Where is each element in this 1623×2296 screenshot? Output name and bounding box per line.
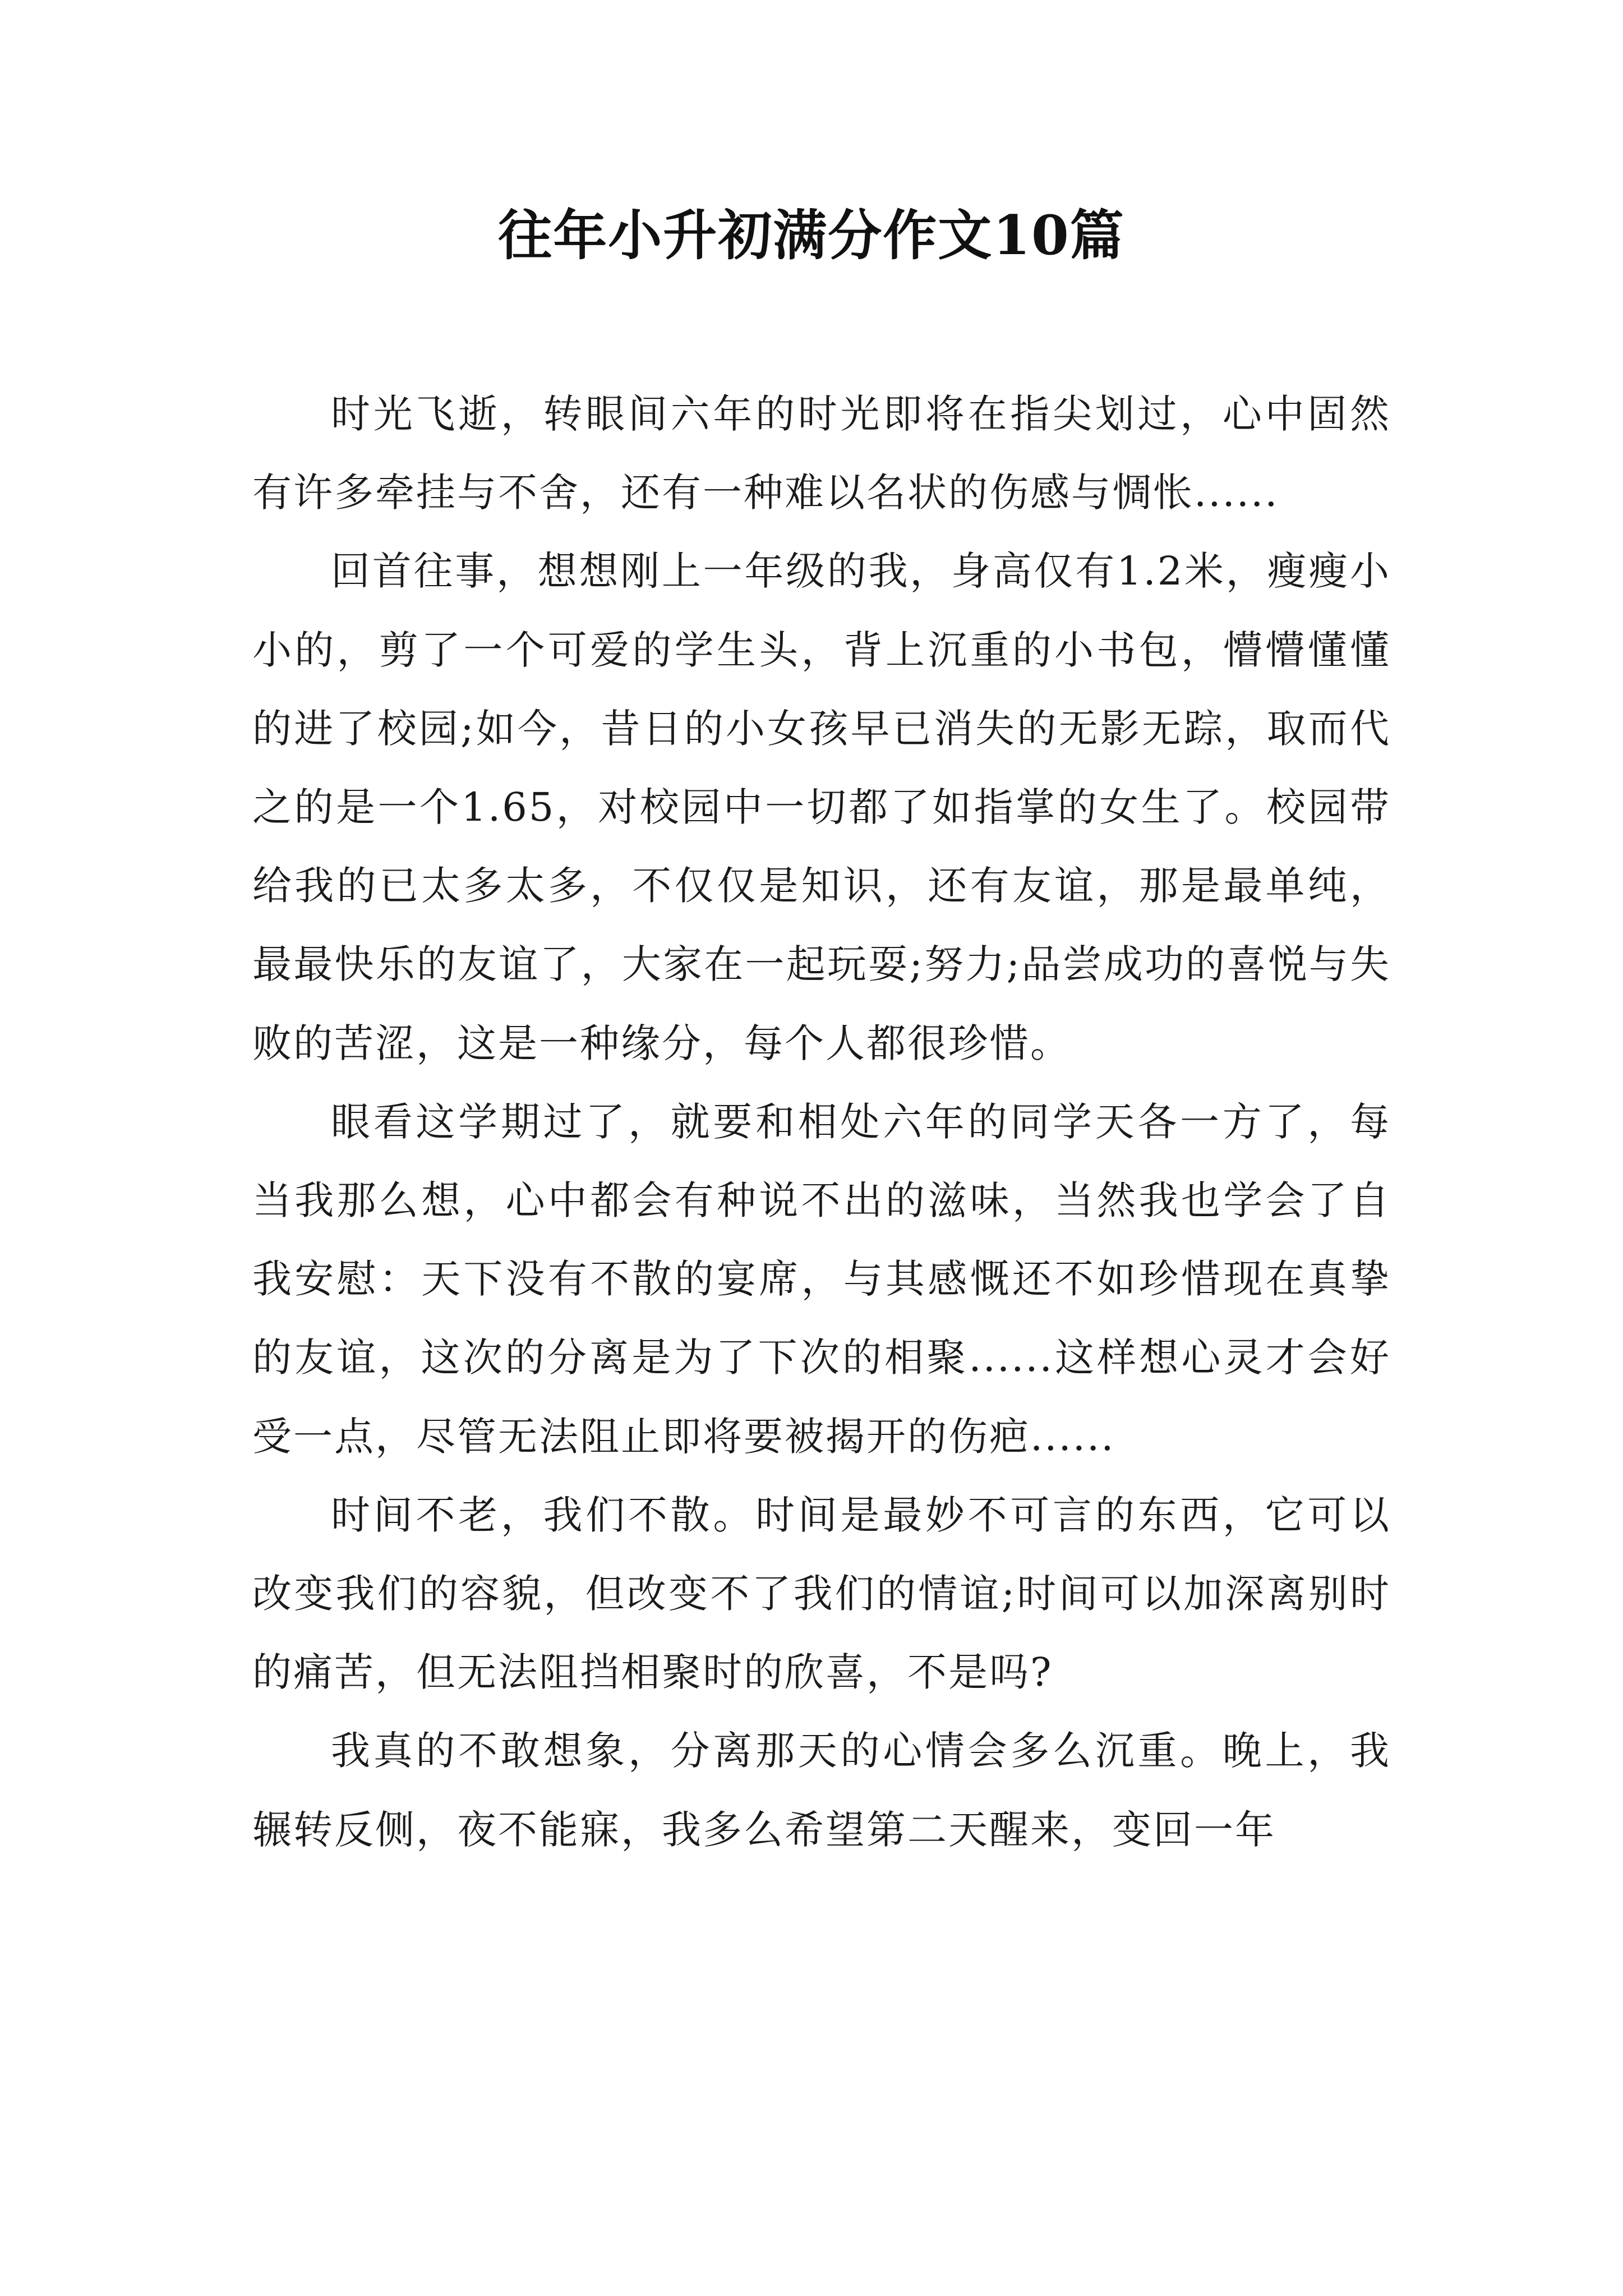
document-title: 往年小升初满分作文10篇: [498, 204, 1125, 267]
paragraph-4: 时间不老，我们不散。时间是最妙不可言的东西，它可以改变我们的容貌，但改变不了我们的情谊;时间可以加深离别时的痛苦，但无法阻挡相聚时的欣喜，不是吗?: [252, 1492, 1391, 1696]
document-body: [252, 375, 1391, 1869]
paragraph-1: 时光飞逝，转眼间六年的时光即将在指尖划过，心中固然有许多牵挂与不舍，还有一种难以名状的伤感与惆怅......: [252, 391, 1391, 516]
paragraph-2: 回首往事，想想刚上一年级的我，身高仅有1.2米，瘦瘦小小的，剪了一个可爱的学生头，背上沉重的小书包，懵懵懂懂的进了校园;如今，昔日的小女孩早已消失的无影无踪，取而代之的是一个1.65，对校园中一切都了如指掌的女生了。校园带给我的已太多太多，不仅仅是知识，还有友谊，那是最单纯，最最快乐的友谊了，大家在一起玩耍;努力;品尝成功的喜悦与失败的苦涩，这是一种缘分，每个人都很珍惜。: [252, 548, 1391, 1066]
paragraph-3: 眼看这学期过了，就要和相处六年的同学天各一方了，每当我那么想，心中都会有种说不出的滋味，当然我也学会了自我安慰：天下没有不散的宴席，与其感慨还不如珍惜现在真挚的友谊，这次的分离是为了下次的相聚......这样想心灵才会好受一点，尽管无法阻止即将要被揭开的伤疤......: [252, 1098, 1391, 1460]
paragraph-5: 我真的不敢想象，分离那天的心情会多么沉重。晚上，我辗转反侧，夜不能寐，我多么希望第二天醒来，变回一年: [252, 1728, 1391, 1853]
